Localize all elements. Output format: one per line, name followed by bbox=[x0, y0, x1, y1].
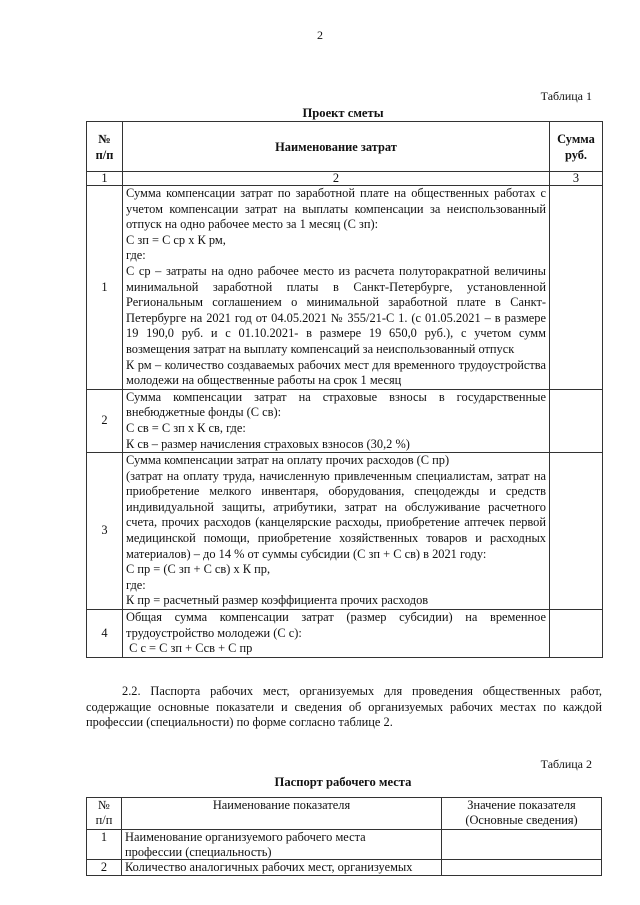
row-description bbox=[123, 186, 550, 390]
row-text: С зп = С ср х К рм, bbox=[126, 232, 226, 247]
header-num bbox=[87, 798, 122, 830]
header-num-line2: п/п bbox=[95, 812, 113, 827]
index-cell-1: 1 bbox=[87, 172, 123, 186]
row-name bbox=[122, 860, 442, 876]
row-text: Общая сумма компенсации затрат (размер субсидии) на временное трудоустройство молодежи (С с): bbox=[126, 610, 546, 640]
row-name-line2: профессии (специальность) bbox=[125, 844, 272, 859]
row-description bbox=[123, 389, 550, 452]
header-name: Наименование затрат bbox=[123, 122, 550, 172]
row-sum bbox=[550, 610, 603, 658]
row-num: 4 bbox=[87, 610, 123, 658]
header-num-line1: № bbox=[98, 798, 110, 812]
row-value bbox=[442, 830, 602, 860]
table-row bbox=[87, 610, 603, 658]
row-text: С с = С зп + Ссв + С пр bbox=[126, 641, 253, 656]
header-num bbox=[87, 122, 123, 172]
estimate-table bbox=[86, 121, 603, 658]
header-value bbox=[442, 798, 602, 830]
row-name-line1: Количество аналогичных рабочих мест, организуемых bbox=[125, 860, 413, 874]
table-row bbox=[87, 860, 602, 876]
row-sum bbox=[550, 453, 603, 610]
index-cell-3: 3 bbox=[550, 172, 603, 186]
index-cell-2: 2 bbox=[123, 172, 550, 186]
row-text: С ср – затраты на одно рабочее место из расчета полуторакратной величины минимальной заработной платы в Санкт-Петербурге, установленной Региональным соглашением о минимальной заработной плате в Санкт-Петербурге на 2021 год от 04.05.2021 № 355/21-С 1. (с 01.05.2021 – в размере 19 190,0 руб. и с 01.10.2021- в размере 19 650,0 руб.), с учетом сумм возмещения затрат на выплату компенсаций за неиспользованный отпуск bbox=[126, 263, 546, 356]
row-name bbox=[122, 830, 442, 860]
row-sum bbox=[550, 186, 603, 390]
header-value-line2: (Основные сведения) bbox=[465, 812, 578, 827]
table1-title: Проект сметы bbox=[302, 106, 384, 120]
paragraph-2-2: 2.2. Паспорта рабочих мест, организуемых для проведения общественных работ, содержащие основные показатели и сведения об организуемых рабочих местах по каждой профессии (специальности) по форме согласно таблице 2. bbox=[86, 684, 602, 729]
row-text: где: bbox=[126, 248, 146, 263]
row-value bbox=[442, 860, 602, 876]
table-row bbox=[87, 186, 603, 390]
row-sum bbox=[550, 389, 603, 452]
row-num: 1 bbox=[87, 830, 122, 860]
table-row bbox=[87, 830, 602, 860]
table-header-row bbox=[87, 122, 603, 172]
header-sum-line2: руб. bbox=[564, 147, 588, 162]
row-name-line1: Наименование организуемого рабочего места bbox=[125, 830, 366, 844]
row-num: 2 bbox=[87, 389, 123, 452]
header-sum bbox=[550, 122, 603, 172]
workplace-passport-table bbox=[86, 797, 602, 876]
table2-label: Таблица 2 bbox=[540, 757, 592, 771]
index-row bbox=[87, 172, 603, 186]
row-text: С св = С зп х К св, где: bbox=[126, 420, 246, 435]
table1-label: Таблица 1 bbox=[540, 89, 592, 103]
table-header-row bbox=[87, 798, 602, 830]
row-text: (затрат на оплату труда, начисленную привлеченным специалистам, затрат на приобретение мелкого инвентаря, оборудования, спецодежды и средств индивидуальной защиты, атрибутики, затрат на обслуживание расчетного счета, прочих расходов (канцелярские расходы, приобретение аптечек первой медицинской помощи, приобретение хозяйственных товаров и расходных материалов) – до 14 % от суммы субсидии (С зп + С св) в 2021 году: bbox=[126, 468, 546, 561]
row-description bbox=[123, 453, 550, 610]
table2-title: Паспорт рабочего места bbox=[274, 775, 412, 789]
row-num: 2 bbox=[87, 860, 122, 876]
row-text: К рм – количество создаваемых рабочих мест для временного трудоустройства молодежи на общественные работы на срок 1 месяц bbox=[126, 357, 546, 388]
row-text: С пр = (С зп + С св) х К пр, bbox=[126, 562, 271, 577]
header-value-line1: Значение показателя bbox=[467, 798, 576, 812]
table-row bbox=[87, 453, 603, 610]
row-text: К св – размер начисления страховых взносов (30,2 %) bbox=[126, 436, 410, 451]
page-number: 2 bbox=[317, 28, 323, 42]
header-sum-line1: Сумма bbox=[557, 131, 595, 146]
row-description bbox=[123, 610, 550, 658]
row-text: Сумма компенсации затрат на страховые взносы в государственные внебюджетные фонды (С св): bbox=[126, 389, 546, 420]
header-num-line2: п/п bbox=[95, 147, 114, 162]
row-text: Сумма компенсации затрат на оплату прочих расходов (С пр) bbox=[126, 453, 450, 468]
header-name: Наименование показателя bbox=[122, 798, 442, 830]
row-text: Сумма компенсации затрат по заработной плате на общественных работах с учетом компенсации затрат на выплаты компенсации за неиспользованный отпуск на одно рабочее место за 1 месяц (С зп): bbox=[126, 186, 546, 232]
table-row bbox=[87, 389, 603, 452]
row-num: 3 bbox=[87, 453, 123, 610]
row-num: 1 bbox=[87, 186, 123, 390]
row-text: где: bbox=[126, 577, 146, 592]
header-num-line1: № bbox=[98, 131, 111, 146]
row-text: К пр = расчетный размер коэффициента прочих расходов bbox=[126, 593, 429, 608]
